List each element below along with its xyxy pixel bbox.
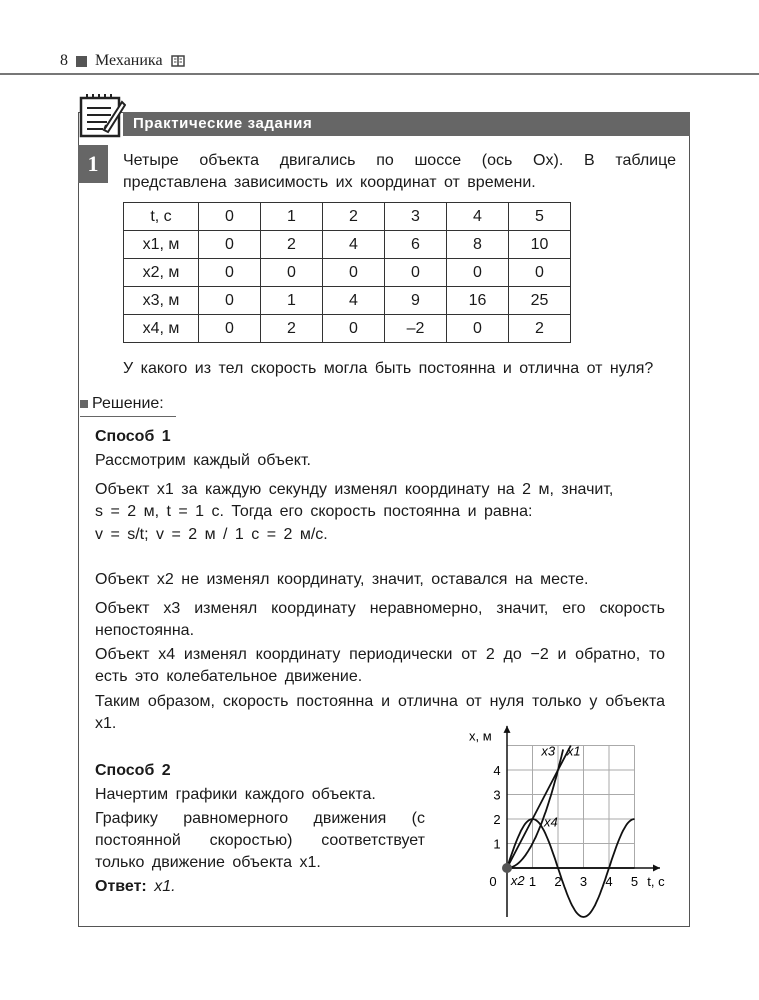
table-cell: 5 xyxy=(509,203,571,231)
table-cell: 10 xyxy=(509,231,571,259)
x-tick-label: 4 xyxy=(605,874,613,889)
table-cell: 0 xyxy=(447,315,509,343)
y-tick-label: 3 xyxy=(493,787,501,803)
table-cell: 4 xyxy=(323,287,385,315)
row-label: x4, м xyxy=(124,315,199,343)
series-x1 xyxy=(507,746,571,869)
table-cell: 2 xyxy=(509,315,571,343)
answer-label: Ответ: xyxy=(95,878,147,895)
book-icon xyxy=(171,54,185,68)
page-number: 8 xyxy=(60,52,68,69)
task-text: Четыре объекта двигались по шоссе (ось Ox). В таблице представлена зависимость их координат от времени. xyxy=(123,152,676,191)
answer xyxy=(95,876,425,898)
method1-p5: Таким образом, скорость постоянна и отлична от нуля только у объекта x1. xyxy=(95,693,665,732)
x-tick-label: 5 xyxy=(630,874,639,889)
series-label-x3: x3 xyxy=(541,743,556,759)
table-cell: 1 xyxy=(261,203,323,231)
table-row xyxy=(124,203,571,231)
header-divider xyxy=(0,73,759,75)
table-cell: 3 xyxy=(385,203,447,231)
origin-dot xyxy=(502,863,512,873)
series-label-x2: x2 xyxy=(510,873,525,889)
table-cell: 1 xyxy=(261,287,323,315)
coordinates-table xyxy=(123,202,571,343)
method2-title: Способ 2 xyxy=(95,762,171,779)
x-tick-label: 3 xyxy=(579,874,588,889)
task-number: 1 xyxy=(78,145,108,183)
y-axis-arrow xyxy=(504,726,511,733)
page-header xyxy=(60,52,185,70)
method1-title: Способ 1 xyxy=(95,428,171,445)
series-label-x4: x4 xyxy=(543,814,558,830)
table-cell: 4 xyxy=(447,203,509,231)
square-bullet-icon xyxy=(80,400,88,408)
table-cell: 8 xyxy=(447,231,509,259)
method2-p1: Начертим графики каждого объекта. xyxy=(95,786,376,803)
row-label: t, с xyxy=(124,203,199,231)
table-cell: 16 xyxy=(447,287,509,315)
y-axis-label: x, м xyxy=(469,728,492,744)
x-tick-label: 0 xyxy=(489,874,497,889)
table-cell: 0 xyxy=(323,259,385,287)
table-cell: 0 xyxy=(323,315,385,343)
table-cell: 25 xyxy=(509,287,571,315)
table-cell: 0 xyxy=(199,231,261,259)
method1-p1a: Объект x1 за каждую секунду изменял координату на 2 м, значит, xyxy=(95,481,614,498)
row-label: x1, м xyxy=(124,231,199,259)
method1-p3: Объект x3 изменял координату неравномерно, значит, его скорость непостоянна. xyxy=(95,600,665,639)
method1-p4: Объект x4 изменял координату периодически от 2 до −2 и обратно, то есть это колебательное движение. xyxy=(95,646,665,685)
table-cell: 0 xyxy=(509,259,571,287)
y-tick-label: 4 xyxy=(493,763,501,778)
method2-p2: Графику равномерного движения (с постоянной скоростью) соответствует только движение объекта x1. xyxy=(95,810,425,871)
method1-p1b: s = 2 м, t = 1 с. Тогда его скорость постоянна и равна: xyxy=(95,503,533,520)
table-cell: 6 xyxy=(385,231,447,259)
y-tick-label: 1 xyxy=(493,836,501,852)
row-label: x2, м xyxy=(124,259,199,287)
notepad-pencil-icon xyxy=(78,92,126,138)
motion-graph xyxy=(455,715,685,925)
table-cell: 4 xyxy=(323,231,385,259)
table-cell: 0 xyxy=(261,259,323,287)
table-cell: 2 xyxy=(323,203,385,231)
method1-intro: Рассмотрим каждый объект. xyxy=(95,452,311,469)
table-row xyxy=(124,287,571,315)
table-row xyxy=(124,259,571,287)
square-bullet-icon xyxy=(76,56,87,67)
table-cell: –2 xyxy=(385,315,447,343)
section-title: Механика xyxy=(95,52,163,69)
table-cell: 2 xyxy=(261,231,323,259)
task-question: У какого из тел скорость могла быть постоянна и отлична от нуля? xyxy=(123,360,654,377)
answer-value: x1. xyxy=(154,878,176,895)
row-label: x3, м xyxy=(124,287,199,315)
banner-title: Практические задания xyxy=(123,112,690,136)
table-cell: 0 xyxy=(199,287,261,315)
y-tick-label: 2 xyxy=(493,812,501,827)
x-axis-arrow xyxy=(653,865,660,872)
table-cell: 9 xyxy=(385,287,447,315)
table-row xyxy=(124,315,571,343)
solution-underline xyxy=(80,416,176,417)
x-tick-label: 1 xyxy=(528,874,537,889)
table-cell: 0 xyxy=(385,259,447,287)
table-cell: 0 xyxy=(199,203,261,231)
method1-formula: v = s/t; v = 2 м / 1 с = 2 м/с. xyxy=(95,526,328,543)
x-tick-label: 2 xyxy=(554,874,562,889)
table-cell: 2 xyxy=(261,315,323,343)
table-cell: 0 xyxy=(199,259,261,287)
solution-label: Решение: xyxy=(80,395,164,413)
table-row xyxy=(124,231,571,259)
method1-p2: Объект x2 не изменял координату, значит, оставался на месте. xyxy=(95,571,589,588)
series-label-x1: x1 xyxy=(566,743,581,759)
x-axis-label: t, с xyxy=(647,874,665,889)
table-cell: 0 xyxy=(199,315,261,343)
table-cell: 0 xyxy=(447,259,509,287)
